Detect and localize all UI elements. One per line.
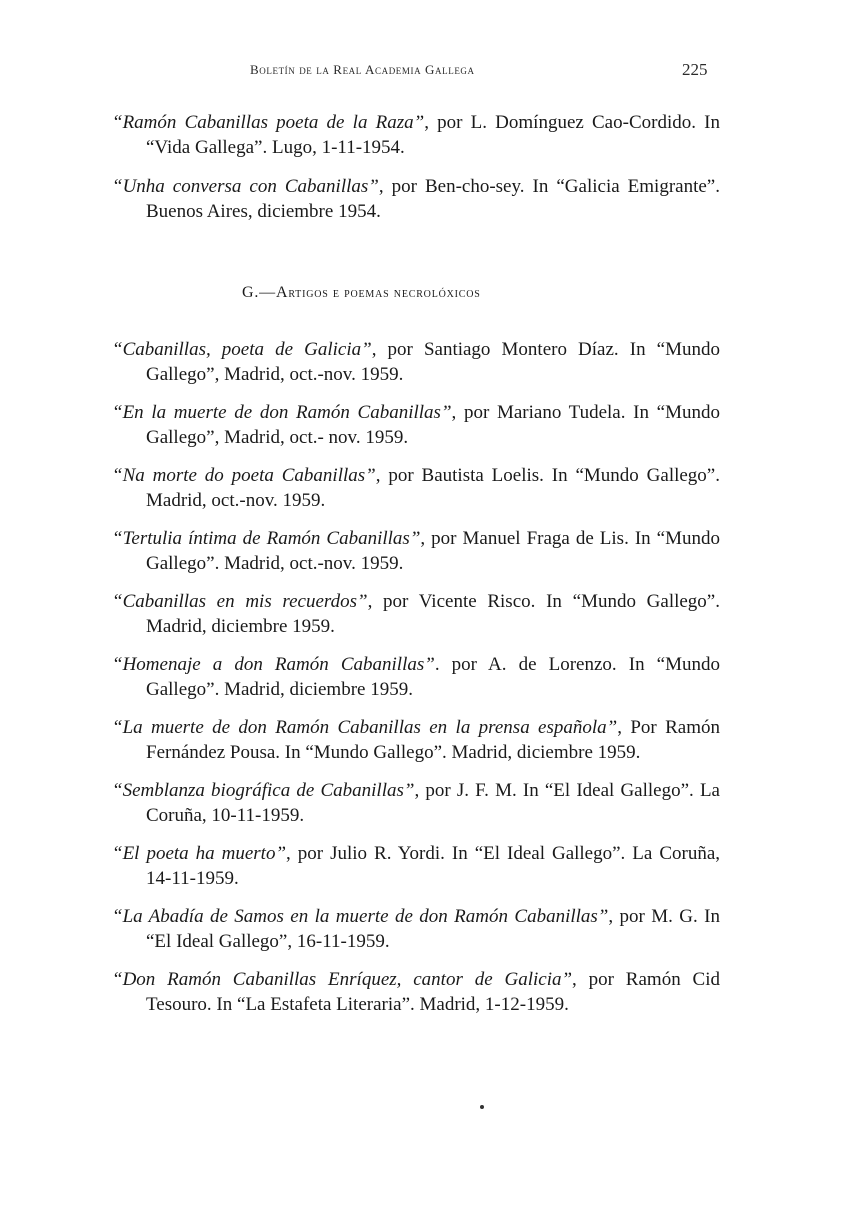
entry-details: , Por Ramón Fernández Pousa. In “Mundo Gallego”. Madrid, diciembre 1959. bbox=[146, 717, 720, 763]
entry-details: , por Vicente Risco. In “Mundo Gallego”. Madrid, diciembre 1959. bbox=[146, 591, 720, 637]
entry-details: , por Manuel Fraga de Lis. In “Mundo Gallego”. Madrid, oct.-nov. 1959. bbox=[146, 528, 720, 574]
section-heading-lead: G.—A bbox=[242, 284, 289, 301]
bibliography-entry bbox=[112, 652, 720, 702]
bibliography-entry bbox=[112, 110, 720, 160]
decorative-dot bbox=[480, 1105, 484, 1109]
section-heading-text: rtigos e poemas necrolóxicos bbox=[288, 286, 481, 301]
entry-details: , por Julio R. Yordi. In “El Ideal Gallego”. La Coruña, 14-11-1959. bbox=[146, 843, 721, 889]
entry-title: “El poeta ha muerto” bbox=[112, 843, 287, 864]
entry-details: , por Ben-cho-sey. In “Galicia Emigrante”. Buenos Aires, diciembre 1954. bbox=[146, 176, 720, 222]
entry-title: “Na morte do poeta Cabanillas” bbox=[112, 465, 376, 486]
bibliography-entry bbox=[112, 463, 720, 513]
entry-title: “Semblanza biográfica de Cabanillas” bbox=[112, 780, 415, 801]
bibliography-entry bbox=[112, 904, 720, 954]
bibliography-list bbox=[112, 337, 720, 1030]
entry-details: . por A. de Lorenzo. In “Mundo Gallego”. Madrid, diciembre 1959. bbox=[146, 654, 721, 700]
bibliography-entry bbox=[112, 174, 720, 224]
entry-title: “Ramón Cabanillas poeta de la Raza” bbox=[112, 112, 425, 133]
entry-title: “Homenaje a don Ramón Cabanillas” bbox=[112, 654, 435, 675]
entry-details: , por M. G. In “El Ideal Gallego”, 16-11-1959. bbox=[146, 906, 720, 952]
bibliography-entry bbox=[112, 337, 720, 387]
entry-details: , por Ramón Cid Tesouro. In “La Estafeta Literaria”. Madrid, 1-12-1959. bbox=[146, 969, 720, 1015]
entry-title: “Don Ramón Cabanillas Enríquez, cantor de Galicia” bbox=[112, 969, 573, 990]
entry-title: “En la muerte de don Ramón Cabanillas” bbox=[112, 402, 452, 423]
bibliography-list-continued bbox=[112, 110, 720, 238]
bibliography-entry bbox=[112, 967, 720, 1017]
entry-title: “Cabanillas, poeta de Galicia” bbox=[112, 339, 372, 360]
bibliography-entry bbox=[112, 589, 720, 639]
bibliography-entry bbox=[112, 715, 720, 765]
bibliography-entry bbox=[112, 526, 720, 576]
entry-details: , por Santiago Montero Díaz. In “Mundo Gallego”, Madrid, oct.-nov. 1959. bbox=[146, 339, 720, 385]
entry-title: “La muerte de don Ramón Cabanillas en la prensa española” bbox=[112, 717, 618, 738]
bibliography-entry bbox=[112, 778, 720, 828]
section-heading bbox=[242, 284, 481, 302]
entry-details: , por Mariano Tudela. In “Mundo Gallego”, Madrid, oct.- nov. 1959. bbox=[146, 402, 720, 448]
entry-title: “La Abadía de Samos en la muerte de don Ramón Cabanillas” bbox=[112, 906, 609, 927]
entry-title: “Cabanillas en mis recuerdos” bbox=[112, 591, 368, 612]
entry-title: “Tertulia íntima de Ramón Cabanillas” bbox=[112, 528, 421, 549]
page-number: 225 bbox=[682, 60, 708, 79]
entry-details: , por L. Domínguez Cao-Cordido. In “Vida Gallega”. Lugo, 1-11-1954. bbox=[146, 112, 720, 158]
bibliography-entry bbox=[112, 400, 720, 450]
bibliography-entry bbox=[112, 841, 720, 891]
entry-details: , por Bautista Loelis. In “Mundo Gallego”. Madrid, oct.-nov. 1959. bbox=[146, 465, 720, 511]
running-header-title: Boletín de la Real Academia Gallega bbox=[250, 62, 475, 77]
entry-details: , por J. F. M. In “El Ideal Gallego”. La Coruña, 10-11-1959. bbox=[146, 780, 720, 826]
entry-title: “Unha conversa con Cabanillas” bbox=[112, 176, 379, 197]
